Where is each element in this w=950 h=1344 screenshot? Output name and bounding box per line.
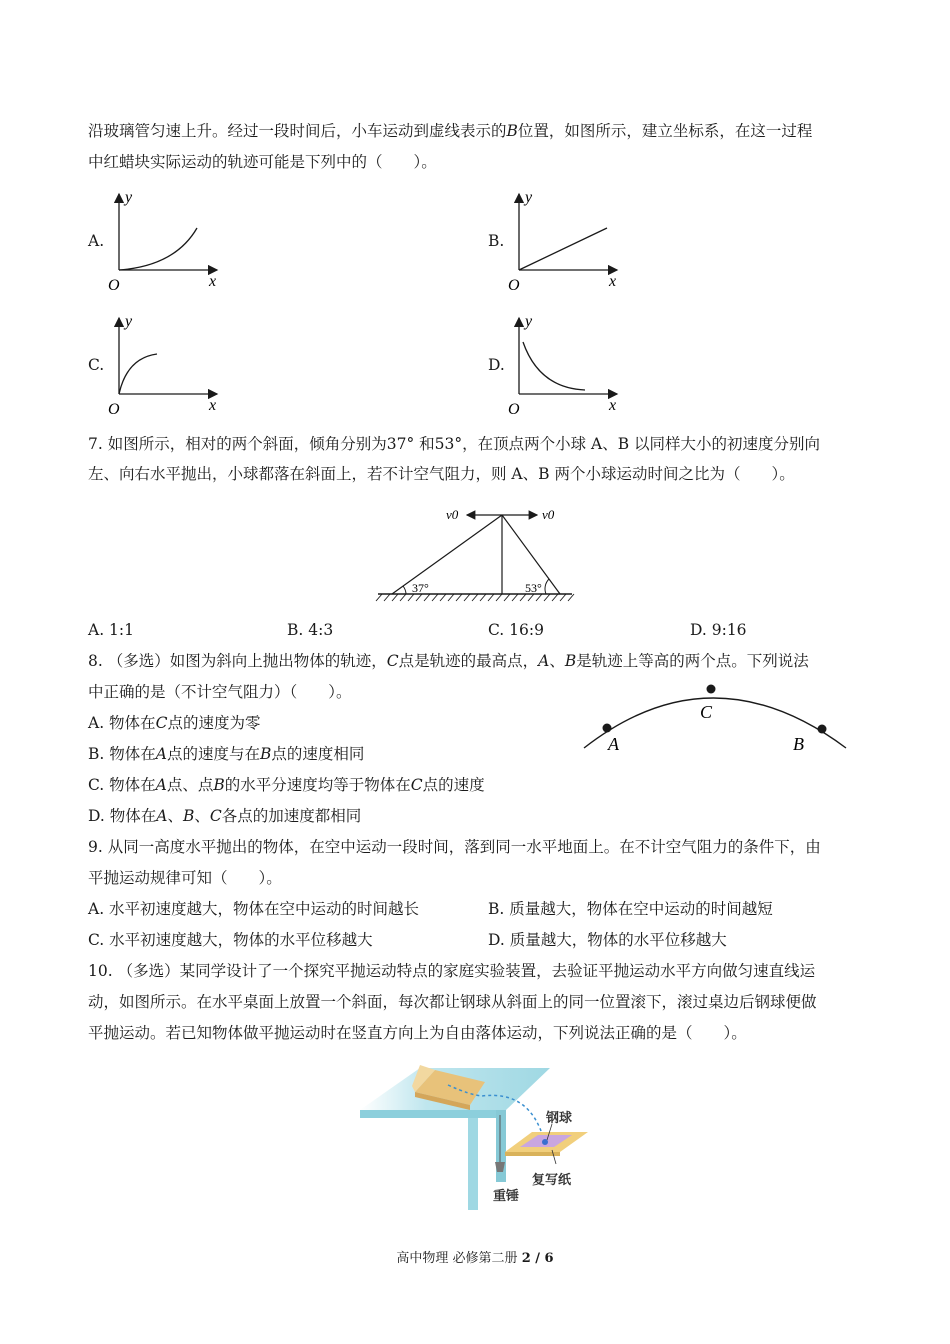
q9-option-d: D. 质量越大，物体的水平位移越大 xyxy=(488,931,727,949)
label-steel-ball: 钢球 xyxy=(546,1110,573,1125)
v0-right-label: v0 xyxy=(542,507,555,522)
page-footer: 高中物理 必修第二册 2 / 6 xyxy=(396,1251,554,1266)
q8-trajectory-figure xyxy=(578,678,853,760)
point-b-dot xyxy=(818,725,827,734)
q7-option-b: B. 4:3 xyxy=(287,621,334,639)
point-c-dot xyxy=(707,685,716,694)
origin-label: O xyxy=(508,401,520,418)
point-c-label: C xyxy=(700,702,713,722)
q10-experiment-figure xyxy=(360,1060,595,1215)
q7-line-2: 左、向右水平抛出，小球都落在斜面上，若不计空气阻力，则 A、B 两个小球运动时间之比为（ ）。 xyxy=(88,465,795,483)
origin-label: O xyxy=(508,277,520,294)
q7-option-d: D. 9:16 xyxy=(690,621,747,639)
axis-y-label: y xyxy=(125,189,133,206)
q9-line-1: 9. 从同一高度水平抛出的物体，在空中运动一段时间，落到同一水平地面上。在不计空气阻力的条件下，由 xyxy=(88,838,821,856)
q8-option-a: A. 物体在C点的速度为零 xyxy=(88,714,261,732)
q10-line-2: 动，如图所示。在水平桌面上放置一个斜面，每次都让钢球从斜面上的同一位置滚下，滚过桌边后钢球便做 xyxy=(88,993,817,1011)
axis-x-label: x xyxy=(209,397,217,414)
q6-option-d-label: D. xyxy=(488,356,505,374)
table-leg xyxy=(468,1118,478,1210)
q8-option-b: B. 物体在A点的速度与在B点的速度相同 xyxy=(88,745,365,763)
point-a-dot xyxy=(603,724,612,733)
origin-label: O xyxy=(108,277,120,294)
q8-line-1: 8. （多选）如图为斜向上抛出物体的轨迹，C点是轨迹的最高点，A、B是轨迹上等高的两个点。下列说法 xyxy=(88,652,809,670)
q9-option-b: B. 质量越大，物体在空中运动的时间越短 xyxy=(488,900,773,918)
q10-line-1: 10. （多选）某同学设计了一个探究平抛运动特点的家庭实验装置，去验证平抛运动水平方向做匀速直线运 xyxy=(88,962,816,980)
axis-x-label: x xyxy=(609,273,617,290)
q7-option-c: C. 16:9 xyxy=(488,621,544,639)
q6-option-a-label: A. xyxy=(88,232,105,250)
label-weight: 重锤 xyxy=(493,1188,520,1203)
q6-line-2: 中红蜡块实际运动的轨迹可能是下列中的（ ）。 xyxy=(88,153,437,171)
q9-line-2: 平抛运动规律可知（ ）。 xyxy=(88,869,282,887)
axis-y-label: y xyxy=(525,189,533,206)
q8-option-d: D. 物体在A、B、C各点的加速度都相同 xyxy=(88,807,362,825)
q10-line-3: 平抛运动。若已知物体做平抛运动时在竖直方向上为自由落体运动，下列说法正确的是（ ）。 xyxy=(88,1024,747,1042)
q9-option-a: A. 水平初速度越大，物体在空中运动的时间越长 xyxy=(88,900,420,918)
q6-graph-b xyxy=(505,188,635,296)
q7-incline-figure xyxy=(372,500,578,606)
point-a-label: A xyxy=(608,734,619,754)
axis-x-label: x xyxy=(609,397,617,414)
label-carbon-paper: 复写纸 xyxy=(532,1172,572,1187)
q6-option-c-label: C. xyxy=(88,356,105,374)
point-b-label: B xyxy=(793,734,804,754)
page-number: 2 / 6 xyxy=(521,1251,554,1266)
q6-option-b-label: B. xyxy=(488,232,505,250)
q6-graph-c xyxy=(105,312,235,420)
origin-label: O xyxy=(108,401,120,418)
q6-graph-d xyxy=(505,312,635,420)
axis-y-label: y xyxy=(525,313,533,330)
q7-line-1: 7. 如图所示，相对的两个斜面，倾角分别为37° 和53°，在顶点两个小球 A、B 以同样大小的初速度分别向 xyxy=(88,435,821,453)
v0-left-label: v0 xyxy=(446,507,459,522)
q9-option-c: C. 水平初速度越大，物体的水平位移越大 xyxy=(88,931,373,949)
q8-line-2: 中正确的是（不计空气阻力）（ ）。 xyxy=(88,683,352,701)
axis-x-label: x xyxy=(209,273,217,290)
angle-37-label: 37° xyxy=(412,581,429,595)
q8-option-c: C. 物体在A点、点B的水平分速度均等于物体在C点的速度 xyxy=(88,776,485,794)
q6-graph-a xyxy=(105,188,235,296)
angle-53-label: 53° xyxy=(525,581,542,595)
axis-y-label: y xyxy=(125,313,133,330)
q6-line-1: 沿玻璃管匀速上升。经过一段时间后，小车运动到虚线表示的B位置，如图所示，建立坐标系，在这一过程 xyxy=(88,122,813,140)
q7-option-a: A. 1:1 xyxy=(88,621,134,639)
